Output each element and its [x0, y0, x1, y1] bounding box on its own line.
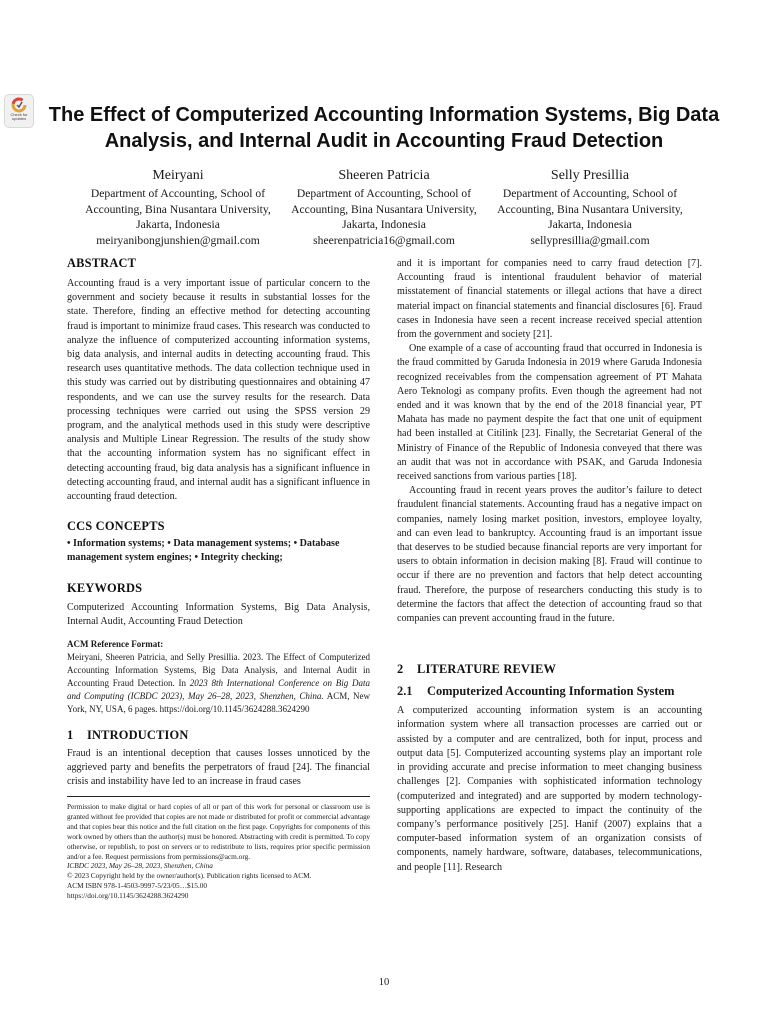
badge-label-1: Check for	[10, 112, 28, 117]
subsection-number: 2.1	[397, 684, 413, 699]
section-title: LITERATURE REVIEW	[417, 662, 557, 677]
permission-footnote	[67, 796, 370, 901]
introduction-paragraph-1-end: and it is important for companies need to carry fraud detection [7]. Accounting fraud is intentional fraudulent behavior of material misstatement of financial statements or illegal actions that have a direct material impact on financial statements and financial disclosures [6]. Fraud cases in Indonesia have seen a recent increase received special attention from the government and society [21].	[397, 258, 702, 341]
author-1	[78, 166, 278, 248]
ccs-concepts: • Information systems; • Data management systems; • Database management system engines; • Integrity checking;	[67, 538, 340, 564]
author-email[interactable]: sellypresillia@gmail.com	[530, 233, 650, 247]
isbn-text: ACM ISBN 978-1-4503-9997-5/23/05…$15.00	[67, 881, 208, 891]
subsection-title: Computerized Accounting Information System	[427, 684, 675, 699]
page-number: 10	[378, 977, 390, 988]
author-block	[78, 166, 690, 248]
copyright-text: © 2023 Copyright held by the owner/author(s). Publication rights licensed to ACM.	[67, 871, 312, 881]
author-affiliation: Department of Accounting, School of Accounting, Bina Nusantara University, Jakarta, Indonesia	[497, 187, 683, 232]
conference-info: ICBDC 2023, May 26–28, 2023, Shenzhen, China	[67, 861, 213, 871]
author-2	[284, 166, 484, 248]
introduction-paragraph-1-start: Fraud is an intentional deception that causes losses unnoticed by the aggrieved party and benefits the perpetrators of fraud [24]. The financial crisis and instability have led to an increase in fraud cases	[67, 747, 370, 787]
abstract-heading: ABSTRACT	[67, 256, 137, 270]
right-column	[397, 257, 702, 875]
literature-paragraph-1: A computerized accounting information system is an accounting information system where all transaction processes are carried out or assisted by a computer and are centralized, both for input, process and output data [5]. Computerized accounting systems play an important role in providing accurate and precise information to meet changing business challenges [2]. Companies with sophisticated information technology (computerized and integrated) and are supported by modern technology-supporting applications are expected to impact the continuity of the company’s performance positively [25]. Hanif (2007) explains that a computer-based information system of an organization consists of components, namely hardware, software, databases, telecommunications, and people [11]. Research	[397, 705, 702, 873]
reference-text-start: Meiryani, Sheeren Patricia, and Selly Presillia. 2023. The Effect of Computerized Accounting Information Systems, Big Data Analysis, and Internal Audit in Accounting Fraud Detection. In	[67, 652, 370, 688]
permission-text: Permission to make digital or hard copies of all or part of this work for personal or classroom use is granted without fee provided that copies are not made or distributed for profit or commercial advantage and that copies bear this notice and the full citation on the first page. Copyrights for components of this work owned by others than the author(s) must be honored. Abstracting with credit is permitted. To copy otherwise, or republish, to post on servers or to redistribute to lists, requires prior specific permission and/or a fee. Request permissions from permissions@acm.org.	[67, 802, 370, 861]
ccs-heading: CCS CONCEPTS	[67, 519, 165, 534]
introduction-paragraph-3: Accounting fraud in recent years proves the auditor’s failure to detect fraudulent financial statements. Accounting fraud has a negative impact on companies, namely losing market position, investors, employee loyalty, and can even lead to bankruptcy. Accounting fraud is an important issue that deserves to be studied because financial reports are very important for users to obtain information in decision making [8]. Fraud will continue to occur if there are no prevention and factors that help detect accounting fraud. Therefore, the purpose of researchers conducting this study is to determine the factors that affect the detection of accounting fraud so that companies can prevent accounting fraud in the future.	[397, 485, 702, 625]
author-affiliation: Department of Accounting, School of Accounting, Bina Nusantara University, Jakarta, Indonesia	[291, 187, 477, 232]
introduction-paragraph-2: One example of a case of accounting fraud that occurred in Indonesia is the fraud committed by Garuda Indonesia in 2019 where Garuda Indonesia recognized receivables from the compensation agreement of PT Mahata Aero Teknologi as company profits. Even though the agreement had not ended and it was known that by the end of the 2018 financial year, PT Mahata has made no payment despite the fact that one unit of equipment had been installed at Citilink [23]. Finally, the Secretariat General of the Ministry of Finance of the Republic of Indonesia conveyed that there was an audit that was not in accordance with PSAK, and Garuda Indonesia received sanctions from various parties [18].	[397, 343, 702, 483]
keywords-heading: KEYWORDS	[67, 580, 143, 595]
author-name: Meiryani	[152, 168, 204, 183]
author-name: Sheeren Patricia	[338, 168, 430, 183]
reference-venue: 2023 8th International Conference on Big Data and Computing (ICBDC 2023), May 26–28, 2023, Shenzhen, China.	[67, 677, 371, 701]
reference-format-text	[67, 651, 370, 716]
author-email[interactable]: sheerenpatricia16@gmail.com	[313, 233, 455, 247]
literature-heading	[397, 661, 702, 677]
author-3	[490, 166, 690, 248]
abstract-text: Accounting fraud is a very important issue of particular concern to the government and society because it results in substantial losses for the state. Therefore, finding an effective method for detecting accounting fraud is important to minimize fraud cases. This research was conducted to analyze the influence of computerized accounting information systems, big data analysis, and internal audits in detecting accounting fraud. This research uses quantitative methods. The data collection technique used in this study was carried out by distributing questionnaires and obtaining 47 respondents, and we can use the survey results for the research. Data processing techniques were carried out using the SPSS version 29 program, and the analytical methods used in this study were descriptive analysis and Multiple Linear Regression. The results of the study show that the accounting information system has no significant effect in detecting accounting fraud, big data analysis has a significant influence in detecting accounting fraud, and internal audit has a significant influence in accounting fraud detection.	[67, 278, 370, 503]
reference-format-label: ACM Reference Format:	[67, 639, 164, 650]
section-title: INTRODUCTION	[87, 727, 189, 742]
doi-link[interactable]: https://doi.org/10.1145/3624288.3624290	[67, 891, 189, 901]
subsection-heading	[397, 683, 702, 699]
paper-title: The Effect of Computerized Accounting Information Systems, Big Data Analysis, and Internal Audit in Accounting Fraud Detection	[48, 104, 720, 152]
reference-text-end[interactable]: ACM, New York, NY, USA, 6 pages. https://doi.org/10.1145/3624288.3624290	[67, 690, 370, 714]
section-number: 1	[67, 727, 74, 742]
left-column	[67, 255, 370, 789]
section-number: 2	[397, 662, 404, 677]
author-name: Selly Presillia	[550, 168, 630, 183]
author-affiliation: Department of Accounting, School of Accounting, Bina Nusantara University, Jakarta, Indonesia	[85, 187, 271, 232]
author-email[interactable]: meiryanibongjunshien@gmail.com	[96, 233, 260, 247]
check-for-updates-icon	[11, 97, 27, 113]
introduction-heading	[67, 727, 370, 743]
badge-label-2: updates	[11, 116, 27, 121]
keywords-text: Computerized Accounting Information Systems, Big Data Analysis, Internal Audit, Accounting Fraud Detection	[67, 601, 370, 627]
